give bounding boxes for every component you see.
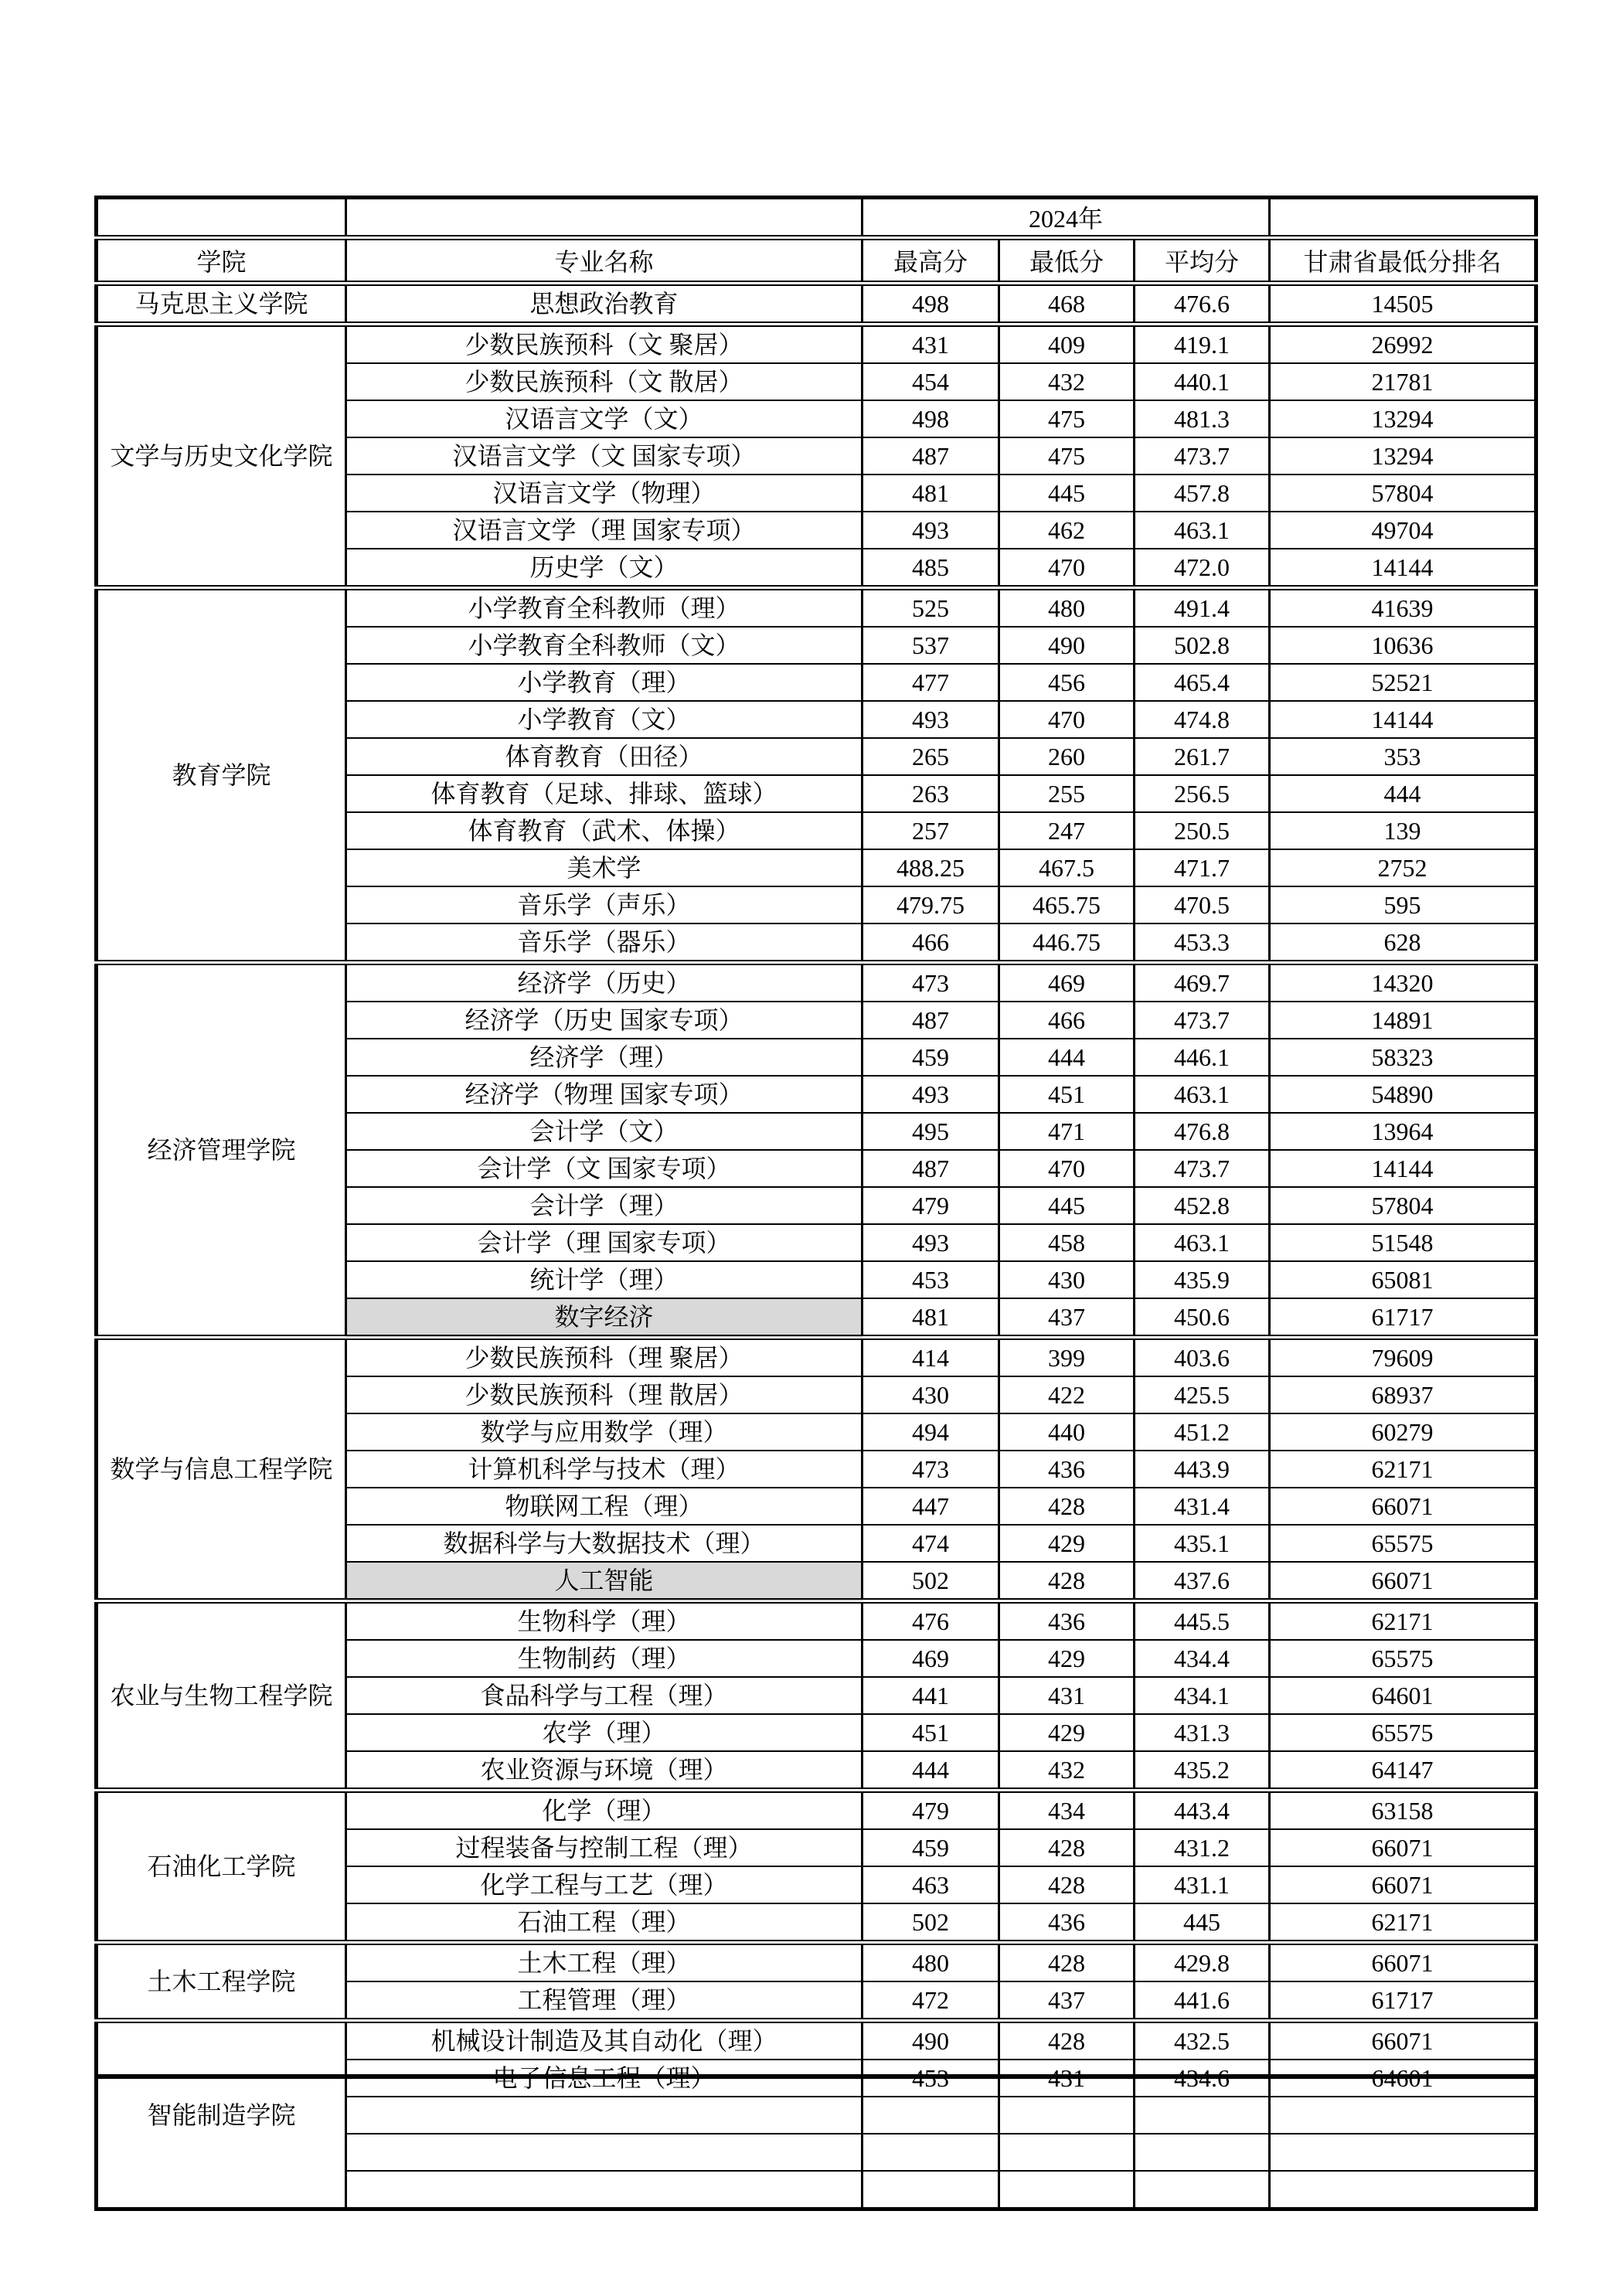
table-row: [97, 588, 1536, 628]
max-cell: 525: [863, 588, 999, 628]
major-cell: 汉语言文学（文 国家专项）: [346, 437, 863, 475]
min-cell: 462: [999, 512, 1135, 549]
rank-cell: 65575: [1270, 1640, 1536, 1677]
rank-cell: 2752: [1270, 849, 1536, 886]
major-cell: 会计学（文）: [346, 1113, 863, 1150]
max-cell: 493: [863, 1076, 999, 1113]
column-header-row: [97, 238, 1536, 284]
min-cell: 428: [999, 2021, 1135, 2060]
rank-cell: 14505: [1270, 284, 1536, 325]
min-cell: 470: [999, 1150, 1135, 1187]
min-cell: 470: [999, 701, 1135, 738]
min-cell: 445: [999, 1187, 1135, 1224]
major-cell: 经济学（理）: [346, 1039, 863, 1076]
major-cell: 思想政治教育: [346, 284, 863, 325]
min-cell: 470: [999, 549, 1135, 588]
clipped-cell: [999, 2097, 1135, 2134]
major-cell: 小学教育全科教师（理）: [346, 588, 863, 628]
min-cell: 440: [999, 1413, 1135, 1451]
major-cell: 小学教育全科教师（文）: [346, 627, 863, 664]
rank-cell: 65575: [1270, 1714, 1536, 1751]
max-cell: 454: [863, 363, 999, 400]
min-cell: 466: [999, 1002, 1135, 1039]
rank-cell: 49704: [1270, 512, 1536, 549]
min-cell: 422: [999, 1376, 1135, 1413]
min-cell: 444: [999, 1039, 1135, 1076]
rank-cell: 57804: [1270, 1187, 1536, 1224]
major-cell: 少数民族预科（理 聚居）: [346, 1338, 863, 1377]
major-cell: 音乐学（声乐）: [346, 886, 863, 924]
avg-cell: 440.1: [1135, 363, 1270, 400]
major-cell: 会计学（理）: [346, 1187, 863, 1224]
avg-cell: 435.2: [1135, 1751, 1270, 1791]
min-cell: 399: [999, 1338, 1135, 1377]
clipped-cell: [1135, 2171, 1270, 2209]
avg-cell: 457.8: [1135, 475, 1270, 512]
min-cell: 490: [999, 627, 1135, 664]
max-cell: 479: [863, 1791, 999, 1830]
rank-cell: 65575: [1270, 1525, 1536, 1562]
avg-cell: 445.5: [1135, 1601, 1270, 1641]
avg-cell: 434.1: [1135, 1677, 1270, 1714]
max-cell: 447: [863, 1488, 999, 1525]
max-cell: 494: [863, 1413, 999, 1451]
min-cell: 409: [999, 325, 1135, 364]
major-cell: 生物制药（理）: [346, 1640, 863, 1677]
major-cell: 食品科学与工程（理）: [346, 1677, 863, 1714]
major-cell: 少数民族预科（理 散居）: [346, 1376, 863, 1413]
rank-cell: 13294: [1270, 437, 1536, 475]
avg-cell: 250.5: [1135, 812, 1270, 849]
min-cell: 458: [999, 1224, 1135, 1261]
college-cell: 文学与历史文化学院: [97, 325, 346, 588]
rank-cell: 66071: [1270, 1562, 1536, 1601]
college-column-header: 学院: [97, 238, 346, 284]
min-cell: 434: [999, 1791, 1135, 1830]
max-cell: 481: [863, 1298, 999, 1338]
major-cell: 计算机科学与技术（理）: [346, 1451, 863, 1488]
avg-cell: 419.1: [1135, 325, 1270, 364]
max-cell: 487: [863, 437, 999, 475]
rank-cell: 64601: [1270, 1677, 1536, 1714]
min-cell: 428: [999, 1943, 1135, 1982]
major-cell: 音乐学（器乐）: [346, 924, 863, 963]
avg-cell: 476.6: [1135, 284, 1270, 325]
max-score-column-header: 最高分: [863, 238, 999, 284]
max-cell: 488.25: [863, 849, 999, 886]
min-cell: 437: [999, 1981, 1135, 2021]
major-cell: 美术学: [346, 849, 863, 886]
max-cell: 487: [863, 1150, 999, 1187]
min-cell: 436: [999, 1451, 1135, 1488]
max-cell: 444: [863, 1751, 999, 1791]
min-cell: 446.75: [999, 924, 1135, 963]
table-row: [97, 325, 1536, 364]
max-cell: 473: [863, 963, 999, 1002]
major-cell: 农学（理）: [346, 1714, 863, 1751]
min-cell: 437: [999, 1298, 1135, 1338]
major-cell: 体育教育（足球、排球、篮球）: [346, 775, 863, 812]
min-cell: 480: [999, 588, 1135, 628]
rank-cell: 13964: [1270, 1113, 1536, 1150]
rank-cell: 14891: [1270, 1002, 1536, 1039]
min-cell: 475: [999, 400, 1135, 437]
max-cell: 453: [863, 1261, 999, 1298]
rank-cell: 58323: [1270, 1039, 1536, 1076]
rank-cell: 51548: [1270, 1224, 1536, 1261]
avg-cell: 491.4: [1135, 588, 1270, 628]
max-cell: 490: [863, 2021, 999, 2060]
avg-cell: 472.0: [1135, 549, 1270, 588]
avg-cell: 473.7: [1135, 1002, 1270, 1039]
rank-cell: 57804: [1270, 475, 1536, 512]
major-cell: 化学（理）: [346, 1791, 863, 1830]
table-row: [97, 963, 1536, 1002]
major-cell: 汉语言文学（文）: [346, 400, 863, 437]
major-cell: 历史学（文）: [346, 549, 863, 588]
min-cell: 475: [999, 437, 1135, 475]
max-cell: 477: [863, 664, 999, 701]
rank-column-header: 甘肃省最低分排名: [1270, 238, 1536, 284]
avg-cell: 463.1: [1135, 1224, 1270, 1261]
max-cell: 451: [863, 1714, 999, 1751]
college-cell: 数学与信息工程学院: [97, 1338, 346, 1601]
rank-cell: 14144: [1270, 1150, 1536, 1187]
avg-cell: 425.5: [1135, 1376, 1270, 1413]
rank-cell: 628: [1270, 924, 1536, 963]
avg-cell: 435.9: [1135, 1261, 1270, 1298]
max-cell: 493: [863, 1224, 999, 1261]
max-cell: 473: [863, 1451, 999, 1488]
avg-cell: 435.1: [1135, 1525, 1270, 1562]
rank-cell: 66071: [1270, 2021, 1536, 2060]
major-cell: 农业资源与环境（理）: [346, 1751, 863, 1791]
major-cell: 体育教育（田径）: [346, 738, 863, 775]
avg-cell: 481.3: [1135, 400, 1270, 437]
max-cell: 493: [863, 701, 999, 738]
min-cell: 432: [999, 1751, 1135, 1791]
rank-cell: 66071: [1270, 1866, 1536, 1903]
avg-cell: 445: [1135, 1903, 1270, 1943]
major-cell: 化学工程与工艺（理）: [346, 1866, 863, 1903]
major-cell: 人工智能: [346, 1562, 863, 1601]
avg-cell: 261.7: [1135, 738, 1270, 775]
major-cell: 经济学（历史 国家专项）: [346, 1002, 863, 1039]
major-cell: 会计学（理 国家专项）: [346, 1224, 863, 1261]
avg-cell: 443.9: [1135, 1451, 1270, 1488]
rank-cell: 63158: [1270, 1791, 1536, 1830]
max-cell: 498: [863, 284, 999, 325]
empty-header-cell: [346, 198, 863, 238]
major-cell: 生物科学（理）: [346, 1601, 863, 1641]
min-cell: 468: [999, 284, 1135, 325]
min-cell: 247: [999, 812, 1135, 849]
min-cell: 429: [999, 1640, 1135, 1677]
college-cell: 经济管理学院: [97, 963, 346, 1338]
major-cell: 过程装备与控制工程（理）: [346, 1829, 863, 1866]
avg-cell: 465.4: [1135, 664, 1270, 701]
rank-cell: 61717: [1270, 1981, 1536, 2021]
clipped-cell: [999, 2171, 1135, 2209]
max-cell: 487: [863, 1002, 999, 1039]
max-cell: 257: [863, 812, 999, 849]
min-score-column-header: 最低分: [999, 238, 1135, 284]
rank-cell: 14320: [1270, 963, 1536, 1002]
major-cell: 数据科学与大数据技术（理）: [346, 1525, 863, 1562]
clipped-cell: [1270, 2171, 1536, 2209]
year-header-cell: 2024年: [863, 198, 1270, 238]
rank-cell: 66071: [1270, 1943, 1536, 1982]
max-cell: 459: [863, 1039, 999, 1076]
major-cell: 汉语言文学（物理）: [346, 475, 863, 512]
min-cell: 456: [999, 664, 1135, 701]
max-cell: 472: [863, 1981, 999, 2021]
min-cell: 255: [999, 775, 1135, 812]
college-cell: 智能制造学院: [97, 2021, 346, 2209]
avg-cell: 452.8: [1135, 1187, 1270, 1224]
major-cell: 汉语言文学（理 国家专项）: [346, 512, 863, 549]
avg-cell: 451.2: [1135, 1413, 1270, 1451]
rank-cell: 21781: [1270, 363, 1536, 400]
table-row: [97, 1601, 1536, 1641]
table-row: [97, 1338, 1536, 1377]
major-cell: 统计学（理）: [346, 1261, 863, 1298]
major-cell: 经济学（历史）: [346, 963, 863, 1002]
rank-cell: 61717: [1270, 1298, 1536, 1338]
page-cut-divider: [94, 2074, 1534, 2079]
college-cell: 土木工程学院: [97, 1943, 346, 2021]
min-cell: 451: [999, 1076, 1135, 1113]
avg-cell: 437.6: [1135, 1562, 1270, 1601]
rank-cell: 54890: [1270, 1076, 1536, 1113]
rank-cell: 52521: [1270, 664, 1536, 701]
min-cell: 436: [999, 1601, 1135, 1641]
max-cell: 479: [863, 1187, 999, 1224]
table-row: [97, 2021, 1536, 2060]
rank-cell: 353: [1270, 738, 1536, 775]
avg-cell: 441.6: [1135, 1981, 1270, 2021]
avg-cell: 471.7: [1135, 849, 1270, 886]
major-cell: 物联网工程（理）: [346, 1488, 863, 1525]
year-header-row: [97, 198, 1536, 238]
major-cell: 体育教育（武术、体操）: [346, 812, 863, 849]
min-cell: 429: [999, 1714, 1135, 1751]
min-cell: 445: [999, 475, 1135, 512]
avg-cell: 431.3: [1135, 1714, 1270, 1751]
max-cell: 537: [863, 627, 999, 664]
min-cell: 469: [999, 963, 1135, 1002]
max-cell: 493: [863, 512, 999, 549]
min-cell: 428: [999, 1562, 1135, 1601]
clipped-cell: [1135, 2097, 1270, 2134]
max-cell: 498: [863, 400, 999, 437]
college-cell: 农业与生物工程学院: [97, 1601, 346, 1791]
rank-cell: 66071: [1270, 1488, 1536, 1525]
max-cell: 441: [863, 1677, 999, 1714]
table-header: [97, 198, 1536, 284]
clipped-cell: [863, 2134, 999, 2171]
avg-cell: 403.6: [1135, 1338, 1270, 1377]
rank-cell: 65081: [1270, 1261, 1536, 1298]
rank-cell: 62171: [1270, 1451, 1536, 1488]
max-cell: 265: [863, 738, 999, 775]
rank-cell: 14144: [1270, 549, 1536, 588]
clipped-cell: [999, 2134, 1135, 2171]
avg-cell: 446.1: [1135, 1039, 1270, 1076]
max-cell: 430: [863, 1376, 999, 1413]
college-cell: 石油化工学院: [97, 1791, 346, 1943]
major-cell: 少数民族预科（文 散居）: [346, 363, 863, 400]
avg-cell: 434.4: [1135, 1640, 1270, 1677]
major-cell: 数字经济: [346, 1298, 863, 1338]
major-cell: 石油工程（理）: [346, 1903, 863, 1943]
max-cell: 502: [863, 1562, 999, 1601]
min-cell: 260: [999, 738, 1135, 775]
table-row: [97, 1943, 1536, 1982]
min-cell: 431: [999, 1677, 1135, 1714]
max-cell: 485: [863, 549, 999, 588]
table-row: [97, 1791, 1536, 1830]
max-cell: 469: [863, 1640, 999, 1677]
max-cell: 431: [863, 325, 999, 364]
major-cell: 小学教育（文）: [346, 701, 863, 738]
avg-cell: 470.5: [1135, 886, 1270, 924]
table-row: [97, 284, 1536, 325]
max-cell: 263: [863, 775, 999, 812]
rank-cell: 62171: [1270, 1903, 1536, 1943]
max-cell: 414: [863, 1338, 999, 1377]
max-cell: 481: [863, 475, 999, 512]
rank-cell: 68937: [1270, 1376, 1536, 1413]
avg-cell: 469.7: [1135, 963, 1270, 1002]
avg-cell: 256.5: [1135, 775, 1270, 812]
clipped-cell: [1270, 2134, 1536, 2171]
rank-cell: 139: [1270, 812, 1536, 849]
min-cell: 467.5: [999, 849, 1135, 886]
major-cell: 经济学（物理 国家专项）: [346, 1076, 863, 1113]
min-cell: 429: [999, 1525, 1135, 1562]
max-cell: 476: [863, 1601, 999, 1641]
rank-cell: 10636: [1270, 627, 1536, 664]
rank-cell: 595: [1270, 886, 1536, 924]
clipped-cell: [863, 2097, 999, 2134]
avg-cell: 463.1: [1135, 1076, 1270, 1113]
major-cell: 机械设计制造及其自动化（理）: [346, 2021, 863, 2060]
max-cell: 463: [863, 1866, 999, 1903]
avg-cell: 431.2: [1135, 1829, 1270, 1866]
clipped-cell: [346, 2097, 863, 2134]
rank-cell: 444: [1270, 775, 1536, 812]
min-cell: 428: [999, 1488, 1135, 1525]
min-cell: 436: [999, 1903, 1135, 1943]
avg-cell: 473.7: [1135, 1150, 1270, 1187]
rank-cell: 26992: [1270, 325, 1536, 364]
major-cell: 土木工程（理）: [346, 1943, 863, 1982]
rank-cell: 62171: [1270, 1601, 1536, 1641]
avg-cell: 502.8: [1135, 627, 1270, 664]
rank-cell: 79609: [1270, 1338, 1536, 1377]
rank-cell: 14144: [1270, 701, 1536, 738]
avg-cell: 443.4: [1135, 1791, 1270, 1830]
clipped-cell: [863, 2171, 999, 2209]
major-cell: 小学教育（理）: [346, 664, 863, 701]
avg-cell: 476.8: [1135, 1113, 1270, 1150]
major-cell: 数学与应用数学（理）: [346, 1413, 863, 1451]
avg-cell: 431.1: [1135, 1866, 1270, 1903]
min-cell: 430: [999, 1261, 1135, 1298]
admission-score-table: [94, 196, 1538, 2211]
max-cell: 480: [863, 1943, 999, 1982]
major-cell: 工程管理（理）: [346, 1981, 863, 2021]
avg-cell: 463.1: [1135, 512, 1270, 549]
avg-cell: 429.8: [1135, 1943, 1270, 1982]
rank-cell: 66071: [1270, 1829, 1536, 1866]
admission-score-table-region: [94, 196, 1534, 2129]
rank-cell: 41639: [1270, 588, 1536, 628]
rank-cell: 60279: [1270, 1413, 1536, 1451]
min-cell: 428: [999, 1866, 1135, 1903]
clipped-cell: [1135, 2134, 1270, 2171]
min-cell: 428: [999, 1829, 1135, 1866]
rank-cell: 64147: [1270, 1751, 1536, 1791]
max-cell: 474: [863, 1525, 999, 1562]
max-cell: 502: [863, 1903, 999, 1943]
max-cell: 495: [863, 1113, 999, 1150]
major-cell: 少数民族预科（文 聚居）: [346, 325, 863, 364]
avg-cell: 453.3: [1135, 924, 1270, 963]
clipped-cell: [1270, 2097, 1536, 2134]
clipped-cell: [346, 2134, 863, 2171]
avg-cell: 450.6: [1135, 1298, 1270, 1338]
major-column-header: 专业名称: [346, 238, 863, 284]
major-cell: 会计学（文 国家专项）: [346, 1150, 863, 1187]
avg-cell: 432.5: [1135, 2021, 1270, 2060]
empty-header-cell: [97, 198, 346, 238]
avg-cell: 474.8: [1135, 701, 1270, 738]
avg-score-column-header: 平均分: [1135, 238, 1270, 284]
avg-cell: 431.4: [1135, 1488, 1270, 1525]
max-cell: 459: [863, 1829, 999, 1866]
min-cell: 432: [999, 363, 1135, 400]
clipped-cell: [346, 2171, 863, 2209]
max-cell: 479.75: [863, 886, 999, 924]
min-cell: 471: [999, 1113, 1135, 1150]
rank-cell: 13294: [1270, 400, 1536, 437]
score-table-body: [97, 284, 1536, 2209]
college-cell: 教育学院: [97, 588, 346, 963]
max-cell: 466: [863, 924, 999, 963]
min-cell: 465.75: [999, 886, 1135, 924]
college-cell: 马克思主义学院: [97, 284, 346, 325]
empty-header-cell: [1270, 198, 1536, 238]
avg-cell: 473.7: [1135, 437, 1270, 475]
